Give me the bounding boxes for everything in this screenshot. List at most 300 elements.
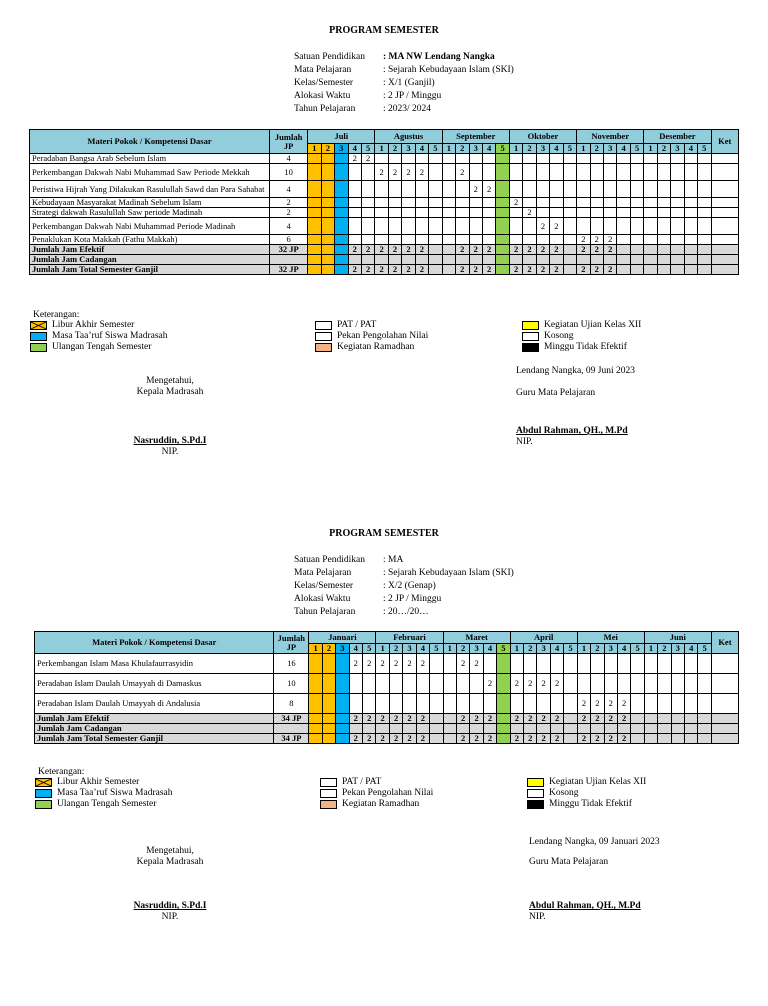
- week-cell: [469, 255, 482, 265]
- header-week: 4: [415, 144, 428, 154]
- week-cell: [577, 208, 590, 218]
- week-cell: [308, 164, 321, 181]
- week-cell: [657, 245, 670, 255]
- week-cell: [336, 654, 349, 674]
- week-cell: [684, 245, 697, 255]
- week-cell: [469, 154, 482, 164]
- summary-row: [35, 734, 739, 744]
- legend-swatch: [320, 789, 337, 798]
- ket-cell: [711, 208, 738, 218]
- week-cell: [604, 674, 617, 694]
- week-cell: [348, 164, 361, 181]
- week-cell: [603, 181, 616, 198]
- week-cell: [309, 654, 322, 674]
- header-week: 4: [416, 644, 429, 654]
- week-cell: [429, 218, 443, 235]
- week-cell: [509, 164, 522, 181]
- week-cell: [685, 714, 698, 724]
- week-cell: 2: [403, 734, 416, 744]
- week-cell: 2: [524, 734, 537, 744]
- week-cell: [658, 654, 671, 674]
- week-cell: [402, 255, 415, 265]
- week-cell: 2: [577, 265, 590, 275]
- week-cell: [509, 255, 522, 265]
- week-cell: [376, 694, 389, 714]
- week-cell: [685, 734, 698, 744]
- info-value: : MA: [383, 555, 404, 565]
- week-cell: [577, 154, 590, 164]
- week-cell: 2: [482, 181, 495, 198]
- table-row: [30, 235, 739, 245]
- week-cell: [402, 208, 415, 218]
- header-week: 4: [550, 144, 563, 154]
- week-cell: 2: [483, 714, 496, 724]
- week-cell: [321, 208, 334, 218]
- week-cell: [361, 164, 374, 181]
- table-row: [30, 164, 739, 181]
- week-cell: [603, 218, 616, 235]
- week-cell: [523, 154, 536, 164]
- week-cell: [644, 694, 657, 714]
- week-cell: [644, 164, 657, 181]
- week-cell: [630, 198, 643, 208]
- jp-cell: [270, 255, 308, 265]
- week-cell: [442, 235, 455, 245]
- week-cell: [361, 181, 374, 198]
- ket-cell: [711, 154, 738, 164]
- week-cell: [336, 714, 349, 724]
- week-cell: [497, 674, 510, 694]
- week-cell: 2: [456, 245, 469, 255]
- week-cell: [630, 154, 643, 164]
- ket-cell: [711, 724, 738, 734]
- week-cell: 2: [577, 734, 590, 744]
- week-cell: [402, 218, 415, 235]
- header-week: 1: [577, 144, 590, 154]
- week-cell: [671, 724, 684, 734]
- week-cell: [550, 235, 563, 245]
- week-cell: [416, 724, 429, 734]
- materi-cell: Peristiwa Hijrah Yang Dilakukan Rasulullah Sawd dan Para Sahabat: [30, 181, 270, 198]
- week-cell: [322, 694, 335, 714]
- week-cell: [308, 265, 321, 275]
- week-cell: 2: [550, 265, 563, 275]
- week-cell: [698, 181, 711, 198]
- week-cell: [361, 208, 374, 218]
- week-cell: [550, 694, 563, 714]
- week-cell: [671, 714, 684, 724]
- week-cell: [469, 208, 482, 218]
- week-cell: [644, 208, 657, 218]
- week-cell: [308, 198, 321, 208]
- week-cell: 2: [402, 265, 415, 275]
- legend: [35, 777, 735, 813]
- week-cell: [550, 654, 563, 674]
- week-cell: [684, 218, 697, 235]
- week-cell: 2: [389, 654, 402, 674]
- week-cell: [469, 198, 482, 208]
- header-week: 2: [591, 644, 604, 654]
- week-cell: [335, 265, 348, 275]
- week-cell: [497, 694, 510, 714]
- legend-item: [315, 331, 428, 342]
- week-cell: [456, 694, 469, 714]
- week-cell: [321, 218, 334, 235]
- header-month: Februari: [376, 632, 443, 644]
- week-cell: [470, 724, 483, 734]
- legend-item: [527, 799, 646, 810]
- week-cell: [590, 164, 603, 181]
- week-cell: [470, 694, 483, 714]
- week-cell: [698, 734, 711, 744]
- week-cell: [388, 208, 401, 218]
- week-cell: [335, 181, 348, 198]
- week-cell: 2: [537, 714, 550, 724]
- week-cell: [698, 235, 711, 245]
- week-cell: [671, 198, 684, 208]
- week-cell: 2: [604, 734, 617, 744]
- week-cell: [363, 674, 376, 694]
- week-cell: [375, 218, 388, 235]
- header-month: Maret: [443, 632, 510, 644]
- week-cell: [631, 724, 644, 734]
- week-cell: [322, 724, 335, 734]
- materi-cell: Jumlah Jam Efektif: [30, 245, 270, 255]
- week-cell: [658, 724, 671, 734]
- week-cell: [402, 181, 415, 198]
- week-cell: [603, 255, 616, 265]
- week-cell: [321, 154, 334, 164]
- week-cell: [563, 181, 577, 198]
- week-cell: 2: [510, 714, 523, 724]
- ket-cell: [711, 694, 738, 714]
- signer-nip: NIP.: [516, 437, 533, 447]
- week-cell: [309, 714, 322, 724]
- week-cell: 2: [523, 208, 536, 218]
- week-cell: [657, 265, 670, 275]
- week-cell: 2: [375, 164, 388, 181]
- week-cell: [403, 724, 416, 734]
- week-cell: [671, 245, 684, 255]
- week-cell: [536, 198, 549, 208]
- week-cell: 2: [415, 245, 428, 255]
- week-cell: [658, 734, 671, 744]
- week-cell: 2: [524, 714, 537, 724]
- summary-row: [30, 265, 739, 275]
- week-cell: 2: [591, 734, 604, 744]
- week-cell: [430, 734, 443, 744]
- week-cell: 2: [603, 235, 616, 245]
- week-cell: [617, 235, 630, 245]
- week-cell: [375, 235, 388, 245]
- signer-nip: NIP.: [529, 912, 546, 922]
- header-week: 4: [550, 644, 563, 654]
- week-cell: [563, 164, 577, 181]
- week-cell: [335, 208, 348, 218]
- ket-cell: [711, 734, 738, 744]
- week-cell: [363, 694, 376, 714]
- legend-swatch: [315, 343, 332, 352]
- week-cell: [563, 245, 577, 255]
- week-cell: [348, 198, 361, 208]
- week-cell: [442, 255, 455, 265]
- week-cell: [321, 255, 334, 265]
- week-cell: [348, 255, 361, 265]
- week-cell: [309, 724, 322, 734]
- header-week: 2: [389, 644, 402, 654]
- week-cell: [482, 208, 495, 218]
- header-materi: Materi Pokok / Kompetensi Dasar: [35, 632, 274, 654]
- week-cell: [496, 218, 509, 235]
- week-cell: [577, 674, 590, 694]
- week-cell: [375, 181, 388, 198]
- info-label: Mata Pelajaran: [294, 568, 352, 578]
- week-cell: [657, 218, 670, 235]
- header-week: 1: [309, 644, 322, 654]
- legend-item: [527, 777, 646, 788]
- week-cell: [443, 654, 456, 674]
- week-cell: [536, 208, 549, 218]
- week-cell: 2: [617, 694, 630, 714]
- legend-label: Libur Akhir Semester: [52, 320, 135, 330]
- legend-swatch: [35, 800, 52, 809]
- header-week: 2: [322, 644, 335, 654]
- signer-nip: NIP.: [161, 447, 179, 457]
- week-cell: [429, 208, 443, 218]
- week-cell: 2: [482, 245, 495, 255]
- schedule-table: [29, 129, 739, 275]
- week-cell: 2: [591, 694, 604, 714]
- week-cell: [631, 714, 644, 724]
- header-week: 1: [510, 644, 523, 654]
- week-cell: 2: [550, 734, 563, 744]
- week-cell: [442, 154, 455, 164]
- ket-cell: [711, 654, 738, 674]
- signer-name: Nasruddin, S.Pd.I: [133, 436, 207, 446]
- legend-label: Masa Taa’ruf Siswa Madrasah: [57, 788, 173, 798]
- header-week: 5: [361, 144, 374, 154]
- info-value: : 2 JP / Minggu: [383, 594, 442, 604]
- week-cell: [550, 208, 563, 218]
- jp-cell: 32 JP: [270, 245, 308, 255]
- week-cell: 2: [456, 164, 469, 181]
- week-cell: [308, 181, 321, 198]
- week-cell: [644, 734, 657, 744]
- week-cell: 2: [524, 674, 537, 694]
- week-cell: [415, 208, 428, 218]
- sign-line: Mengetahui,: [146, 846, 194, 856]
- sign-line: Kepala Madrasah: [136, 857, 204, 867]
- week-cell: [483, 694, 496, 714]
- week-cell: [497, 724, 510, 734]
- week-cell: [630, 245, 643, 255]
- header-week: 1: [376, 644, 389, 654]
- week-cell: 2: [402, 164, 415, 181]
- jp-cell: 4: [270, 218, 308, 235]
- week-cell: [671, 154, 684, 164]
- header-week: 4: [348, 144, 361, 154]
- materi-cell: Jumlah Jam Total Semester Ganjil: [30, 265, 270, 275]
- week-cell: [335, 245, 348, 255]
- week-cell: [658, 674, 671, 694]
- week-cell: [630, 181, 643, 198]
- legend-label: Pekan Pengolahan Nilai: [337, 331, 429, 341]
- week-cell: [698, 218, 711, 235]
- place-date: Lendang Nangka, 09 Juni 2023: [516, 366, 635, 376]
- week-cell: [388, 255, 401, 265]
- ket-cell: [711, 255, 738, 265]
- sign-line: Kepala Madrasah: [136, 387, 204, 397]
- week-cell: [564, 724, 577, 734]
- header-week: 5: [563, 144, 577, 154]
- jp-cell: 4: [270, 181, 308, 198]
- week-cell: [563, 208, 577, 218]
- week-cell: 2: [537, 674, 550, 694]
- week-cell: [698, 694, 711, 714]
- header-week: 3: [336, 644, 349, 654]
- info-value: : Sejarah Kebudayaan Islam (SKI): [383, 65, 514, 75]
- header-week: 2: [388, 144, 401, 154]
- week-cell: [564, 714, 577, 724]
- week-cell: [443, 694, 456, 714]
- week-cell: [388, 181, 401, 198]
- legend-swatch: [30, 332, 47, 341]
- week-cell: [631, 734, 644, 744]
- week-cell: [590, 255, 603, 265]
- week-cell: [470, 674, 483, 694]
- week-cell: [482, 255, 495, 265]
- week-cell: 2: [590, 235, 603, 245]
- header-materi: Materi Pokok / Kompetensi Dasar: [30, 130, 270, 154]
- sign-line: Guru Mata Pelajaran: [516, 388, 596, 398]
- week-cell: [335, 255, 348, 265]
- week-cell: [577, 654, 590, 674]
- legend-swatch: [522, 321, 539, 330]
- info-block: [294, 554, 514, 619]
- materi-cell: Perkembangan Dakwah Nabi Muhammad Saw Periode Mekkah: [30, 164, 270, 181]
- jp-cell: [274, 724, 309, 734]
- legend-label: Pekan Pengolahan Nilai: [342, 788, 434, 798]
- legend-swatch: [30, 321, 47, 330]
- week-cell: 2: [523, 265, 536, 275]
- info-block: [294, 51, 514, 116]
- legend-column: [35, 777, 173, 810]
- week-cell: [482, 235, 495, 245]
- week-cell: [550, 154, 563, 164]
- week-cell: [603, 154, 616, 164]
- week-cell: [321, 235, 334, 245]
- legend-item: [522, 342, 641, 353]
- week-cell: [469, 164, 482, 181]
- week-cell: [617, 255, 630, 265]
- summary-row: [30, 255, 739, 265]
- legend-label: Ulangan Tengah Semester: [52, 342, 152, 352]
- materi-cell: Jumlah Jam Efektif: [35, 714, 274, 724]
- table-row: [30, 198, 739, 208]
- week-cell: 2: [349, 714, 362, 724]
- jp-cell: 34 JP: [274, 714, 309, 724]
- info-value: : Sejarah Kebudayaan Islam (SKI): [383, 568, 514, 578]
- week-cell: [644, 154, 657, 164]
- legend-swatch: [35, 789, 52, 798]
- week-cell: [563, 255, 577, 265]
- header-month: Juli: [308, 130, 375, 144]
- week-cell: [698, 724, 711, 734]
- place-date: Lendang Nangka, 09 Januari 2023: [529, 837, 660, 847]
- week-cell: [657, 235, 670, 245]
- legend-column: [522, 320, 641, 353]
- header-ket: Ket: [711, 632, 738, 654]
- week-cell: [456, 208, 469, 218]
- week-cell: [496, 181, 509, 198]
- week-cell: [630, 164, 643, 181]
- week-cell: [591, 724, 604, 734]
- header-week: 2: [456, 144, 469, 154]
- week-cell: 2: [415, 164, 428, 181]
- week-cell: [482, 218, 495, 235]
- legend-label: Kosong: [549, 788, 579, 798]
- week-cell: [698, 674, 711, 694]
- summary-row: [35, 724, 739, 734]
- week-cell: [590, 181, 603, 198]
- header-week: 1: [375, 144, 388, 154]
- week-cell: [563, 218, 577, 235]
- header-week: 5: [631, 644, 644, 654]
- materi-cell: Kebudayaan Masyarakat Madinah Sebelum Islam: [30, 198, 270, 208]
- week-cell: [684, 208, 697, 218]
- legend-item: [522, 320, 641, 331]
- info-value: : 2023/ 2024: [383, 104, 432, 114]
- week-cell: 2: [348, 265, 361, 275]
- week-cell: [644, 714, 657, 724]
- week-cell: 2: [456, 654, 469, 674]
- week-cell: [644, 724, 657, 734]
- legend-swatch: [30, 343, 47, 352]
- week-cell: 2: [388, 265, 401, 275]
- signature-right: [516, 366, 635, 448]
- week-cell: [442, 198, 455, 208]
- ket-cell: [711, 245, 738, 255]
- header-week: 5: [429, 144, 443, 154]
- week-cell: [685, 654, 698, 674]
- header-week: 3: [603, 144, 616, 154]
- header-week: 3: [537, 644, 550, 654]
- legend-label: Libur Akhir Semester: [57, 777, 140, 787]
- week-cell: [496, 154, 509, 164]
- week-cell: 2: [456, 265, 469, 275]
- header-month: Desember: [644, 130, 711, 144]
- week-cell: [644, 674, 657, 694]
- week-cell: [416, 694, 429, 714]
- signer-name: Abdul Rahman, QH., M.Pd: [529, 901, 641, 911]
- sign-line: Guru Mata Pelajaran: [529, 857, 609, 867]
- week-cell: [430, 694, 443, 714]
- week-cell: [630, 255, 643, 265]
- week-cell: [443, 724, 456, 734]
- header-week: 5: [497, 644, 510, 654]
- week-cell: 2: [617, 714, 630, 724]
- week-cell: [630, 265, 643, 275]
- week-cell: [536, 255, 549, 265]
- week-cell: [483, 654, 496, 674]
- info-label: Mata Pelajaran: [294, 65, 352, 75]
- legend-label: PAT / PAT: [342, 777, 382, 787]
- week-cell: [496, 164, 509, 181]
- ket-cell: [711, 674, 738, 694]
- week-cell: [658, 694, 671, 714]
- legend-swatch: [320, 778, 337, 787]
- legend-label: Minggu Tidak Efektif: [549, 799, 632, 809]
